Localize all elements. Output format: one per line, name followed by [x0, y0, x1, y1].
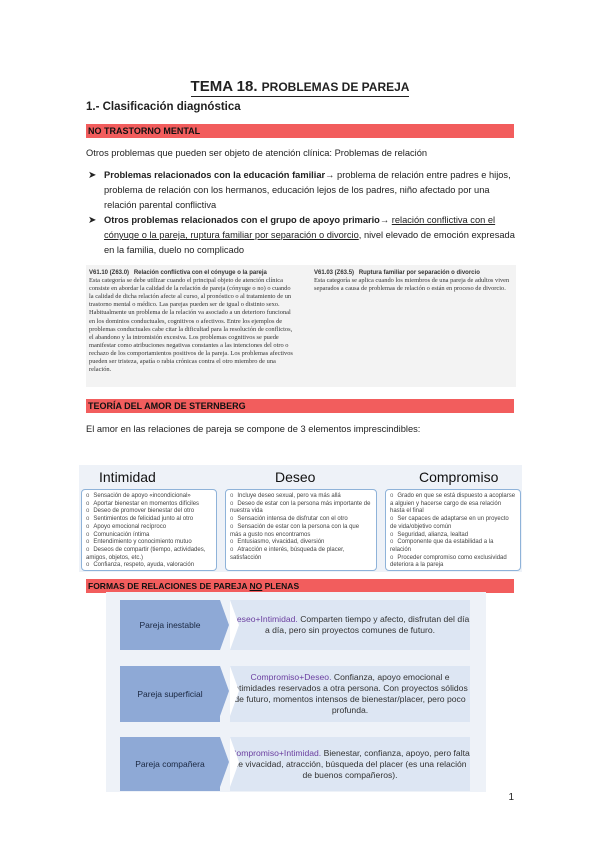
dsm-right-column: [314, 269, 512, 293]
section-bar-no-plenas: [86, 579, 514, 593]
intimidad-item: o Confianza, respeto, ayuda, valoración: [86, 562, 212, 570]
relation-superficial: [120, 666, 470, 722]
dsm-right-heading: Ruptura familiar por separación o divorcio: [358, 270, 480, 276]
dsm-right-code: V61.03 (Z63.5): [314, 270, 355, 276]
bullet2-rest: , nivel elevado de emoción expresada en la familia, duelo no complicado: [104, 230, 515, 255]
dsm-left-text: Esta categoría se debe utilizar cuando el principal objeto de atención clínica consiste en abordar la calidad de la relación de pareja (cónyuge o no) o cuando la calidad de dicha relación afecte al curso, al pronóstico o al tratamiento de un trastorno mental o médico. Las parejas pueden ser de igual o distinto sexo. Habitualmente un problema de la relación va asociado a un deterioro funcional en los dominios conductuales, cognitivos o afectivos. Entre los ejemplos de problemas conductuales cabe citar la dificultad para la resolución de conflictos, el abandono y la intromisión excesiva. Los problemas cognitivos se puede manifestar como atribuciones negativas constantes a las intenciones del otro o rechazo de los comportamientos positivos de la pareja. Los problemas afectivos pueden ser tristeza, apatía o rabia crónicas contra el otro miembro de una relación.: [89, 277, 293, 374]
relation-key: Compromiso+Intimidad.: [230, 747, 322, 758]
dsm-excerpt-image: [86, 265, 516, 387]
dsm-right-text: Esta categoría se aplica cuando los miembros de una pareja de adultos viven separados a causa de problemas de relación o están en proceso de divorcio.: [314, 277, 510, 293]
deseo-item: o Sensación de estar con la persona con la que más a gusto nos encontramos: [230, 524, 372, 539]
deseo-list: [226, 490, 376, 565]
bar3-post: PLENAS: [262, 581, 300, 591]
compromiso-item: o Proceder compromiso como exclusividad deteriora a la pareja: [390, 555, 516, 570]
intimidad-item: o Apoyo emocional recíproco: [86, 524, 212, 532]
intimidad-box: [81, 489, 217, 571]
section-bar-sternberg: TEORÍA DEL AMOR DE STERNBERG: [86, 399, 514, 413]
bullet-educacion: [88, 168, 516, 213]
intimidad-title: Intimidad: [99, 469, 156, 485]
arrow-icon: →: [325, 170, 335, 180]
relation-text: Comparten tiempo y afecto, disfrutan del día a día, pero sin proyectos comunes de futuro.: [264, 614, 470, 635]
dsm-left-column: [89, 269, 294, 374]
dsm-left-heading: Relación conflictiva con el cónyuge o la pareja: [133, 270, 267, 276]
title-tema: TEMA 18.: [190, 78, 258, 95]
deseo-box: [225, 489, 377, 571]
relation-text: Confianza, apoyo emocional e intimidades reservados a otra persona. Con proyectos sólidos de futuro, momentos intensos de bienestar/placer, pero poco profunda.: [232, 672, 468, 715]
bullet2-underlined: relación conflictiva con el cónyuge o la pareja, ruptura familiar por separación o divorcio: [104, 215, 496, 240]
intimidad-item: o Deseo de promover bienestar del otro: [86, 508, 212, 516]
intimidad-item: o Comunicación íntima: [86, 532, 212, 540]
dsm-left-code: V61.10 (Z63.0): [89, 270, 130, 276]
deseo-item: o Deseo de estar con la persona más importante de nuestra vida: [230, 501, 372, 516]
compromiso-box: [385, 489, 521, 571]
deseo-item: o Entusiasmo, vivacidad, diversión: [230, 539, 372, 547]
relation-key: Deseo+Intimidad.: [230, 614, 298, 624]
deseo-item: o Atracción e interés, búsqueda de placer, satisfacción: [230, 547, 372, 562]
intimidad-item: o Aportar bienestar en momentos difíciles: [86, 501, 212, 509]
page-number: 1: [508, 792, 514, 803]
section-heading: 1.- Clasificación diagnóstica: [86, 101, 241, 113]
bullet-grupo-apoyo: [88, 213, 516, 258]
bullet1-rest: problema de relación entre padres e hijos, problema de relación con los hermanos, educación lejos de los padres, niño afectado por una relación parental conflictiva: [104, 170, 511, 210]
relation-description: [230, 600, 470, 650]
intimidad-item: o Sentimientos de felicidad junto al otro: [86, 516, 212, 524]
deseo-item: o Incluye deseo sexual, pero va más allá: [230, 493, 372, 501]
relation-description: [230, 737, 470, 791]
deseo-title: Deseo: [275, 469, 316, 485]
arrow-icon: →: [379, 215, 390, 225]
bar3-no: NO: [249, 581, 263, 591]
arrow-bullet-icon: ➤: [88, 215, 97, 226]
title-rest: PROBLEMAS DE PAREJA: [261, 80, 410, 94]
relation-key: Compromiso+Deseo.: [250, 672, 332, 682]
relation-inestable: [120, 600, 470, 650]
sternberg-triad: [79, 465, 522, 572]
intimidad-item: o Entendimiento y conocimiento mutuo: [86, 539, 212, 547]
relation-label: Pareja inestable: [120, 600, 220, 650]
compromiso-item: o Grado en que se está dispuesto a acoplarse a alguien y hacerse cargo de esa relación hasta el final: [390, 493, 516, 516]
bullet2-bold: Otros problemas relacionados con el grupo de apoyo primario: [104, 215, 380, 225]
compromiso-item: o Componente que da estabilidad a la relación: [390, 539, 516, 554]
section-bar-no-trastorno: NO TRASTORNO MENTAL: [86, 124, 514, 138]
deseo-item: o Sensación intensa de disfrutar con el otro: [230, 516, 372, 524]
bullet1-bold: Problemas relacionados con la educación familiar: [104, 170, 326, 180]
intro-text: Otros problemas que pueden ser objeto de atención clínica: Problemas de relación: [86, 148, 428, 158]
intimidad-item: o Sensación de apoyo «incondicional»: [86, 493, 212, 501]
compromiso-list: [386, 490, 520, 573]
page-title: [0, 78, 600, 95]
arrow-bullet-icon: ➤: [88, 170, 97, 181]
relation-label: Pareja superficial: [120, 666, 220, 722]
compromiso-item: o Ser capaces de adaptarse en un proyecto de vida/objetivo común: [390, 516, 516, 531]
intimidad-list: [82, 490, 216, 573]
bar3-pre: FORMAS DE RELACIONES DE PAREJA: [88, 581, 250, 591]
sternberg-intro: El amor en las relaciones de pareja se compone de 3 elementos imprescindibles:: [86, 424, 421, 434]
compromiso-item: o Seguridad, alianza, lealtad: [390, 532, 516, 540]
intimidad-item: o Deseos de compartir (tiempo, actividades, amigos, objetos, etc.): [86, 547, 212, 562]
relation-companera: [120, 737, 470, 791]
relation-text: Bienestar, confianza, apoyo, pero falta de vivacidad, atracción, búsqueda del placer (es una relación de buenos compañeros).: [233, 747, 470, 780]
compromiso-title: Compromiso: [419, 469, 499, 485]
relation-label: Pareja compañera: [120, 737, 220, 791]
relation-description: [230, 666, 470, 722]
